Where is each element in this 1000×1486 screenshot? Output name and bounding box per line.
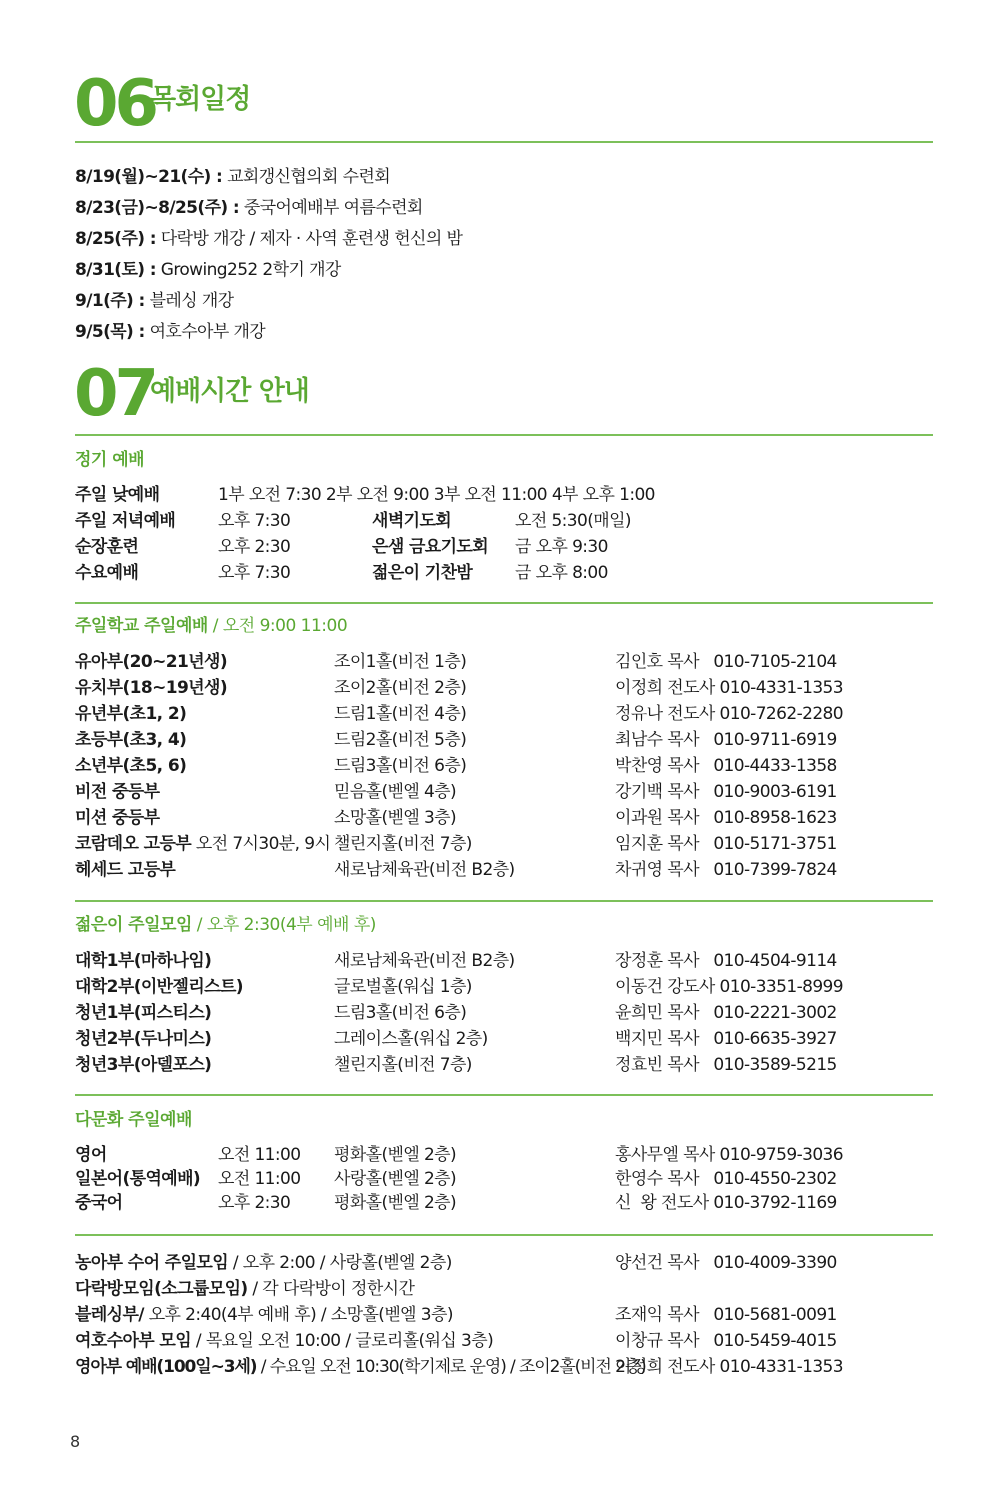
schedule-item: 8/25(주) : 다락방 개강 / 제자 · 사역 훈련생 헌신의 밤 bbox=[75, 229, 463, 249]
dept-place: 사랑홀(벧엘 2층) bbox=[334, 1169, 457, 1189]
other-gathering: 농아부 수어 주일모임 / 오후 2:00 / 사랑홀(벧엘 2층) bbox=[75, 1253, 452, 1273]
dept-name: 비전 중등부 bbox=[75, 782, 160, 802]
multicultural-heading: 다문화 주일예배 bbox=[75, 1110, 192, 1130]
dept-place: 평화홀(벧엘 2층) bbox=[334, 1145, 457, 1165]
dept-time: 오전 11:00 bbox=[218, 1145, 301, 1165]
dept-place: 믿음홀(벧엘 4층) bbox=[334, 782, 457, 802]
dept-name: 대학2부(이반젤리스트) bbox=[75, 977, 243, 997]
dept-name: 소년부(초5, 6) bbox=[75, 756, 187, 776]
regular-worship-heading: 정기 예배 bbox=[75, 450, 145, 470]
dept-place: 드림2홀(비전 5층) bbox=[334, 730, 467, 750]
dept-place: 그레이스홀(워십 2층) bbox=[334, 1029, 488, 1049]
divider bbox=[75, 602, 933, 604]
section-06-title: 목회일정 bbox=[150, 84, 251, 115]
dept-contact: 김인호 목사 010-7105-2104 bbox=[615, 652, 837, 672]
worship-label: 새벽기도회 bbox=[372, 511, 452, 531]
other-contact: 조재익 목사 010-5681-0091 bbox=[615, 1305, 837, 1325]
schedule-item: 9/5(목) : 여호수아부 개강 bbox=[75, 322, 266, 342]
schedule-item: 9/1(주) : 블레싱 개강 bbox=[75, 291, 234, 311]
section-07-number: 07 bbox=[74, 357, 156, 431]
dept-place: 새로남체육관(비전 B2층) bbox=[334, 951, 515, 971]
dept-place: 조이2홀(비전 2층) bbox=[334, 678, 467, 698]
worship-time: 오전 5:30(매일) bbox=[515, 511, 631, 531]
dept-name: 유치부(18~19년생) bbox=[75, 678, 228, 698]
dept-contact: 정효빈 목사 010-3589-5215 bbox=[615, 1055, 837, 1075]
other-contact: 이정희 전도사 010-4331-1353 bbox=[615, 1357, 843, 1377]
dept-name: 코람데오 고등부 오전 7시30분, 9시 bbox=[75, 834, 331, 854]
dept-name: 초등부(초3, 4) bbox=[75, 730, 187, 750]
dept-place: 드림3홀(비전 6층) bbox=[334, 756, 467, 776]
dept-place: 조이1홀(비전 1층) bbox=[334, 652, 467, 672]
dept-name: 헤세드 고등부 bbox=[75, 860, 176, 880]
divider bbox=[75, 434, 933, 436]
worship-label: 주일 저녁예배 bbox=[75, 511, 176, 531]
worship-label: 순장훈련 bbox=[75, 537, 139, 557]
dept-time: 오후 2:30 bbox=[218, 1193, 291, 1213]
other-contact: 이창규 목사 010-5459-4015 bbox=[615, 1331, 837, 1351]
schedule-item: 8/31(토) : Growing252 2학기 개강 bbox=[75, 260, 341, 280]
dept-contact: 최남수 목사 010-9711-6919 bbox=[615, 730, 837, 750]
page-number: 8 bbox=[70, 1432, 81, 1451]
section-07-title: 예배시간 안내 bbox=[150, 376, 309, 407]
dept-contact: 이정희 전도사 010-4331-1353 bbox=[615, 678, 843, 698]
dept-place: 챌린지홀(비전 7층) bbox=[334, 834, 472, 854]
worship-label: 젊은이 기찬밤 bbox=[372, 563, 473, 583]
young-adults-heading: 젊은이 주일모임 / 오후 2:30(4부 예배 후) bbox=[75, 915, 376, 935]
other-gathering: 영아부 예배(100일~3세) / 수요일 오전 10:30(학기제로 운영) / 조이2홀(비전 2층) bbox=[75, 1357, 646, 1377]
worship-time: 오후 7:30 bbox=[218, 563, 291, 583]
dept-contact: 윤희민 목사 010-2221-3002 bbox=[615, 1003, 837, 1023]
dept-place: 챌린지홀(비전 7층) bbox=[334, 1055, 472, 1075]
dept-place: 소망홀(벧엘 3층) bbox=[334, 808, 457, 828]
worship-time: 금 오후 8:00 bbox=[515, 563, 608, 583]
other-contact: 양선건 목사 010-4009-3390 bbox=[615, 1253, 837, 1273]
dept-contact: 강기백 목사 010-9003-6191 bbox=[615, 782, 837, 802]
worship-time: 오후 2:30 bbox=[218, 537, 291, 557]
dept-time: 오전 11:00 bbox=[218, 1169, 301, 1189]
dept-contact: 정유나 전도사 010-7262-2280 bbox=[615, 704, 843, 724]
sunday-school-heading: 주일학교 주일예배 / 오전 9:00 11:00 bbox=[75, 616, 348, 636]
dept-name: 영어 bbox=[75, 1145, 107, 1165]
worship-label: 수요예배 bbox=[75, 563, 139, 583]
divider bbox=[75, 1234, 933, 1236]
dept-contact: 차귀영 목사 010-7399-7824 bbox=[615, 860, 837, 880]
dept-name: 대학1부(마하나임) bbox=[75, 951, 212, 971]
dept-place: 드림1홀(비전 4층) bbox=[334, 704, 467, 724]
divider bbox=[75, 1094, 933, 1096]
dept-contact: 장정훈 목사 010-4504-9114 bbox=[615, 951, 837, 971]
dept-place: 새로남체육관(비전 B2층) bbox=[334, 860, 515, 880]
dept-contact: 신 왕 전도사 010-3792-1169 bbox=[615, 1193, 837, 1213]
schedule-item: 8/23(금)~8/25(주) : 중국어예배부 여름수련회 bbox=[75, 198, 423, 218]
dept-place: 드림3홀(비전 6층) bbox=[334, 1003, 467, 1023]
dept-name: 청년2부(두나미스) bbox=[75, 1029, 212, 1049]
dept-name: 중국어 bbox=[75, 1193, 123, 1213]
sunday-day-times: 1부 오전 7:30 2부 오전 9:00 3부 오전 11:00 4부 오후 1:00 bbox=[218, 485, 655, 505]
schedule-item: 8/19(월)~21(수) : 교회갱신협의회 수련회 bbox=[75, 167, 391, 187]
dept-contact: 한영수 목사 010-4550-2302 bbox=[615, 1169, 837, 1189]
dept-contact: 임지훈 목사 010-5171-3751 bbox=[615, 834, 837, 854]
other-gathering: 블레싱부/ 오후 2:40(4부 예배 후) / 소망홀(벧엘 3층) bbox=[75, 1305, 453, 1325]
divider bbox=[75, 900, 933, 902]
worship-time: 금 오후 9:30 bbox=[515, 537, 608, 557]
dept-contact: 이과원 목사 010-8958-1623 bbox=[615, 808, 837, 828]
worship-time: 오후 7:30 bbox=[218, 511, 291, 531]
dept-name: 일본어(통역예배) bbox=[75, 1169, 201, 1189]
dept-name: 유아부(20~21년생) bbox=[75, 652, 228, 672]
dept-name: 청년3부(아델포스) bbox=[75, 1055, 212, 1075]
dept-name: 청년1부(피스티스) bbox=[75, 1003, 212, 1023]
dept-place: 글로벌홀(워십 1층) bbox=[334, 977, 472, 997]
divider bbox=[75, 141, 933, 143]
other-gathering: 여호수아부 모임 / 목요일 오전 10:00 / 글로리홀(워십 3층) bbox=[75, 1331, 494, 1351]
dept-contact: 홍사무엘 목사 010-9759-3036 bbox=[615, 1145, 843, 1165]
section-06-number: 06 bbox=[74, 67, 156, 141]
dept-contact: 백지민 목사 010-6635-3927 bbox=[615, 1029, 837, 1049]
other-gathering: 다락방모임(소그룹모임) / 각 다락방이 정한시간 bbox=[75, 1279, 415, 1299]
dept-contact: 이동건 강도사 010-3351-8999 bbox=[615, 977, 843, 997]
dept-place: 평화홀(벧엘 2층) bbox=[334, 1193, 457, 1213]
worship-label: 은샘 금요기도회 bbox=[372, 537, 489, 557]
sunday-day-label: 주일 낮예배 bbox=[75, 485, 160, 505]
dept-name: 유년부(초1, 2) bbox=[75, 704, 187, 724]
dept-name: 미션 중등부 bbox=[75, 808, 160, 828]
dept-contact: 박찬영 목사 010-4433-1358 bbox=[615, 756, 837, 776]
